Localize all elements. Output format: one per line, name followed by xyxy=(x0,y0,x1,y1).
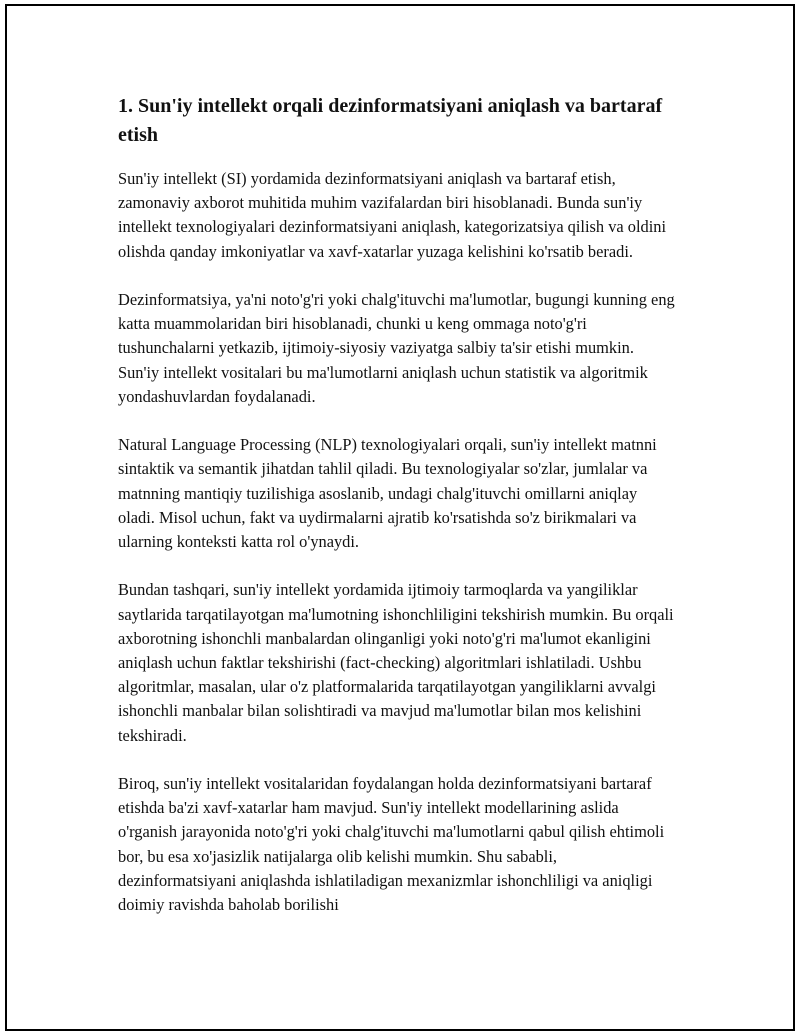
paragraph: Dezinformatsiya, ya'ni noto'g'ri yoki chalg'ituvchi ma'lumotlar, bugungi kunning eng katta muammolaridan biri hisoblanadi, chunki u keng ommaga noto'g'ri tushunchalarni yetkazib, ijtimoiy-siyosiy vaziyatga salbiy ta'sir etishi mumkin. Sun'iy intellekt vositalari bu ma'lumotlarni aniqlash uchun statistik va algoritmik yondashuvlardan foydalanadi. xyxy=(118,290,675,406)
paragraph: Sun'iy intellekt (SI) yordamida dezinformatsiyani aniqlash va bartaraf etish, zamonaviy axborot muhitida muhim vazifalardan biri hisoblanadi. Bunda sun'iy intellekt texnologiyalari dezinformatsiyani aniqlash, kategorizatsiya qilish va oldini olishda qanday imkoniyatlar va xavf-xatarlar yuzaga kelishini ko'rsatib beradi. xyxy=(118,169,667,261)
paragraph: Natural Language Processing (NLP) texnologiyalari orqali, sun'iy intellekt matnni sintaktik va semantik jihatdan tahlil qiladi. Bu texnologiyalar so'zlar, jumlalar va matnning mantiqiy tuzilishiga asoslanib, undagi chalg'ituvchi omillarni aniqlay oladi. Misol uchun, fakt va uydirmalarni ajratib ko'rsatishda so'z birikmalari va ularning konteksti katta rol o'ynaydi. xyxy=(118,435,657,552)
document-body xyxy=(118,92,678,941)
section-title: 1. Sun'iy intellekt orqali dezinformatsiyani aniqlash va bartaraf etish xyxy=(118,95,663,146)
paragraph: Biroq, sun'iy intellekt vositalaridan foydalangan holda dezinformatsiyani bartaraf etishda ba'zi xavf-xatarlar ham mavjud. Sun'iy intellekt modellarining aslida o'rganish jarayonida noto'g'ri yoki chalg'ituvchi ma'lumotlarni qabul qilish ehtimoli bor, bu esa xo'jasizlik natijalarga olib kelishi mumkin. Shu sababli, dezinformatsiyani aniqlashda ishlatiladigan mexanizmlar ishonchliligi va aniqligi doimiy ravishda baholab borilishi xyxy=(118,774,665,915)
paragraph: Bundan tashqari, sun'iy intellekt yordamida ijtimoiy tarmoqlarda va yangiliklar saytlarida tarqatilayotgan ma'lumotning ishonchliligini tekshirish mumkin. Bu orqali axborotning ishonchli manbalardan olinganligi yoki noto'g'ri ma'lumot ekanligini aniqlash uchun faktlar tekshirishi (fact-checking) algoritmlari ishlatiladi. Ushbu algoritmlar, masalan, ular o'z platformalarida tarqatilayotgan yangiliklarni avvalgi ishonchli manbalar bilan solishtiradi va mavjud ma'lumotlar bilan mos kelishini tekshiradi. xyxy=(118,580,674,745)
